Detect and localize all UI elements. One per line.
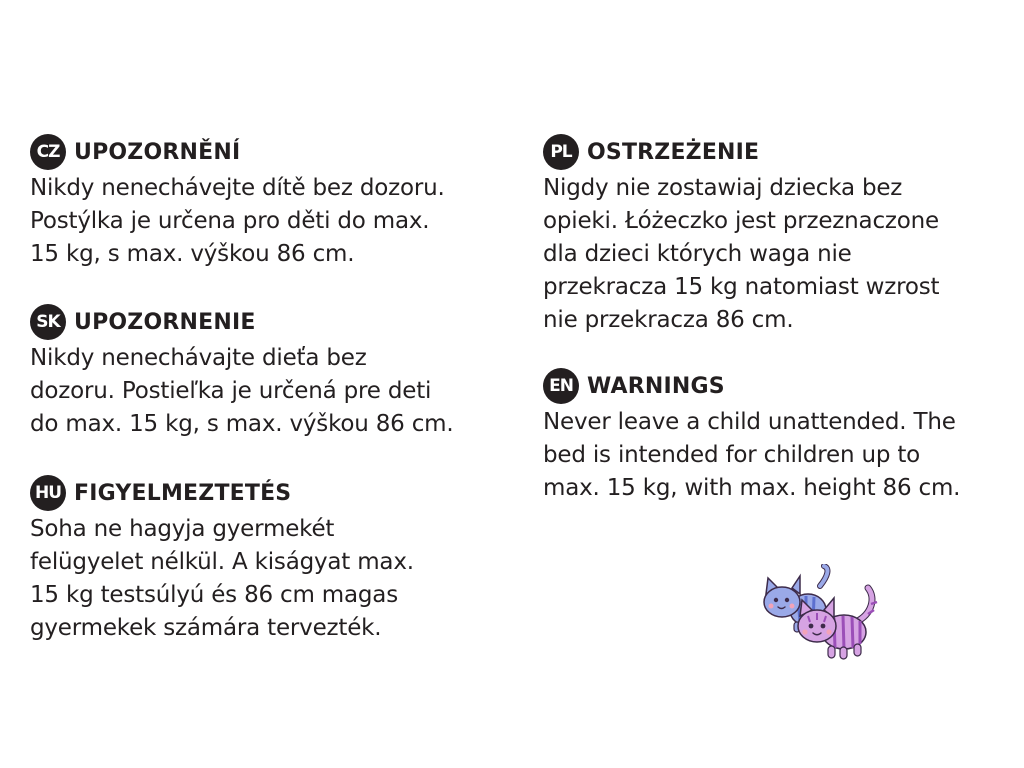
section-body — [543, 406, 960, 505]
body-line: Nikdy nenechávejte dítě bez dozoru. — [30, 175, 445, 201]
section-title: UPOZORNENIE — [74, 309, 256, 335]
warning-section-en — [543, 368, 960, 505]
warning-section-pl — [543, 134, 939, 337]
body-line: bed is intended for children up to — [543, 442, 921, 468]
section-heading — [543, 368, 960, 404]
section-title: WARNINGS — [587, 373, 725, 399]
section-body — [30, 513, 414, 645]
warning-section-hu — [30, 475, 414, 645]
body-line: Postýlka je určena pro děti do max. — [30, 208, 430, 234]
section-title: OSTRZEŻENIE — [587, 139, 760, 165]
language-badge-en: EN — [543, 368, 579, 404]
section-heading — [543, 134, 939, 170]
body-line: Nikdy nenechávajte dieťa bez — [30, 345, 367, 371]
body-line: nie przekracza 86 cm. — [543, 307, 794, 333]
body-line: przekracza 15 kg natomiast wzrost — [543, 274, 940, 300]
body-line: opieki. Łóżeczko jest przeznaczone — [543, 208, 939, 234]
warning-section-sk — [30, 304, 453, 441]
language-badge-hu: HU — [30, 475, 66, 511]
body-line: max. 15 kg, with max. height 86 cm. — [543, 475, 961, 501]
cats-illustration-icon — [758, 564, 884, 664]
body-line: Never leave a child unattended. The — [543, 409, 956, 435]
body-line: do max. 15 kg, s max. výškou 86 cm. — [30, 411, 454, 437]
language-badge-pl: PL — [543, 134, 579, 170]
section-heading — [30, 475, 414, 511]
section-body — [30, 342, 453, 441]
section-body — [30, 172, 445, 271]
body-line: dozoru. Postieľka je určená pre deti — [30, 378, 432, 404]
section-heading — [30, 134, 445, 170]
section-heading — [30, 304, 453, 340]
section-title: FIGYELMEZTETÉS — [74, 480, 292, 506]
warning-section-cz — [30, 134, 445, 271]
section-title: UPOZORNĚNÍ — [74, 139, 241, 165]
language-badge-sk: SK — [30, 304, 66, 340]
language-badge-cz: CZ — [30, 134, 66, 170]
body-line: Soha ne hagyja gyermekét — [30, 516, 335, 542]
body-line: Nigdy nie zostawiaj dziecka bez — [543, 175, 903, 201]
body-line: 15 kg, s max. výškou 86 cm. — [30, 241, 355, 267]
body-line: felügyelet nélkül. A kiságyat max. — [30, 549, 414, 575]
body-line: 15 kg testsúlyú és 86 cm magas — [30, 582, 398, 608]
body-line: dla dzieci których waga nie — [543, 241, 852, 267]
section-body — [543, 172, 939, 337]
body-line: gyermekek számára tervezték. — [30, 615, 382, 641]
